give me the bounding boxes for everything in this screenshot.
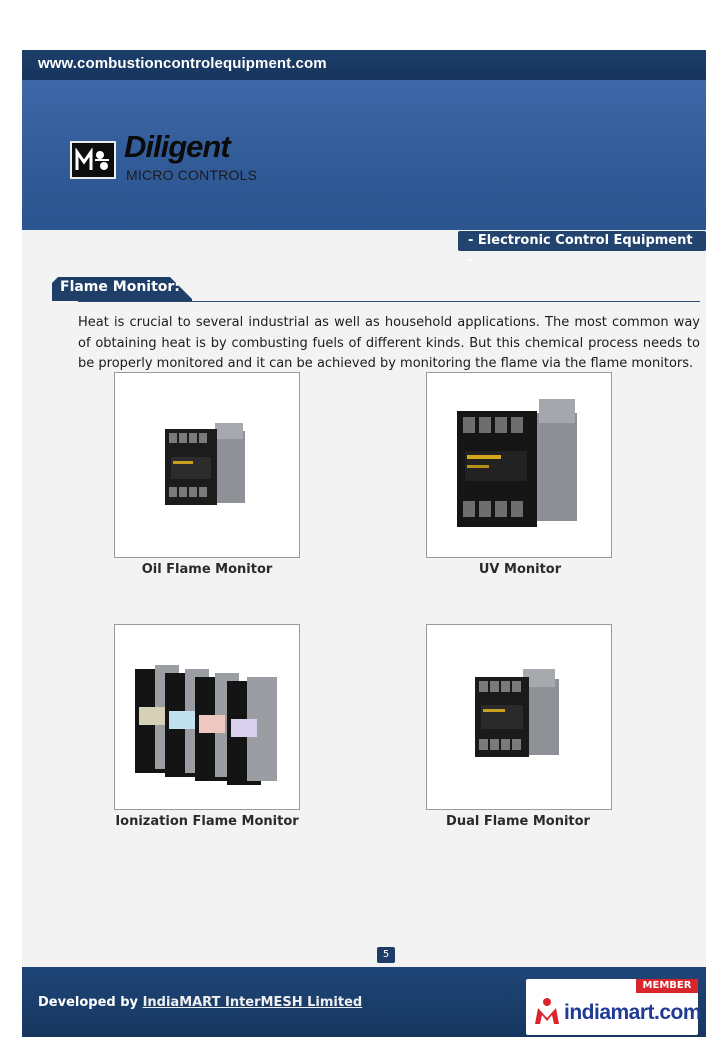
- indiamart-brand: indiamart.com: [564, 1001, 702, 1024]
- product-caption: Dual Flame Monitor: [446, 814, 590, 829]
- tagline-banner: - Electronic Control Equipment -: [458, 231, 706, 251]
- section-title: Flame Monitor:: [60, 279, 180, 295]
- indiamart-logo-icon: [532, 996, 562, 1026]
- member-badge: MEMBER: [636, 979, 698, 993]
- developer-link[interactable]: IndiaMART InterMESH Limited: [142, 995, 363, 1010]
- indiamart-member-card[interactable]: [526, 979, 702, 1035]
- product-image-oil-flame-monitor[interactable]: [114, 372, 300, 558]
- section-divider: [78, 301, 700, 302]
- page-number: 5: [377, 947, 395, 963]
- company-logo: [70, 129, 260, 193]
- developer-credit: [38, 995, 362, 1010]
- logo-subtitle: MICRO CONTROLS: [126, 167, 258, 183]
- top-bar: [22, 50, 706, 80]
- footer: [22, 967, 706, 1037]
- product-caption: Ionization Flame Monitor: [115, 814, 299, 829]
- page: [22, 50, 706, 1024]
- header-banner: [22, 80, 706, 230]
- developed-by-label: Developed by: [38, 995, 139, 1010]
- section-body: Heat is crucial to several industrial as well as household applications. The most common way of obtaining heat is by combusting fuels of different kinds. But this chemical process needs to be properly monitored and it can be achieved by monitoring the flame via the flame monitors.: [78, 315, 700, 371]
- product-image-dual-flame-monitor[interactable]: [426, 624, 612, 810]
- product-caption: UV Monitor: [478, 562, 562, 577]
- product-image-uv-monitor[interactable]: [426, 372, 612, 558]
- logo-name: Diligent: [124, 129, 230, 164]
- product-caption: Oil Flame Monitor: [141, 562, 273, 577]
- website-url[interactable]: www.combustioncontrolequipment.com: [38, 55, 327, 72]
- logo-mark-icon: [70, 141, 116, 179]
- product-image-ionization-flame-monitor[interactable]: [114, 624, 300, 810]
